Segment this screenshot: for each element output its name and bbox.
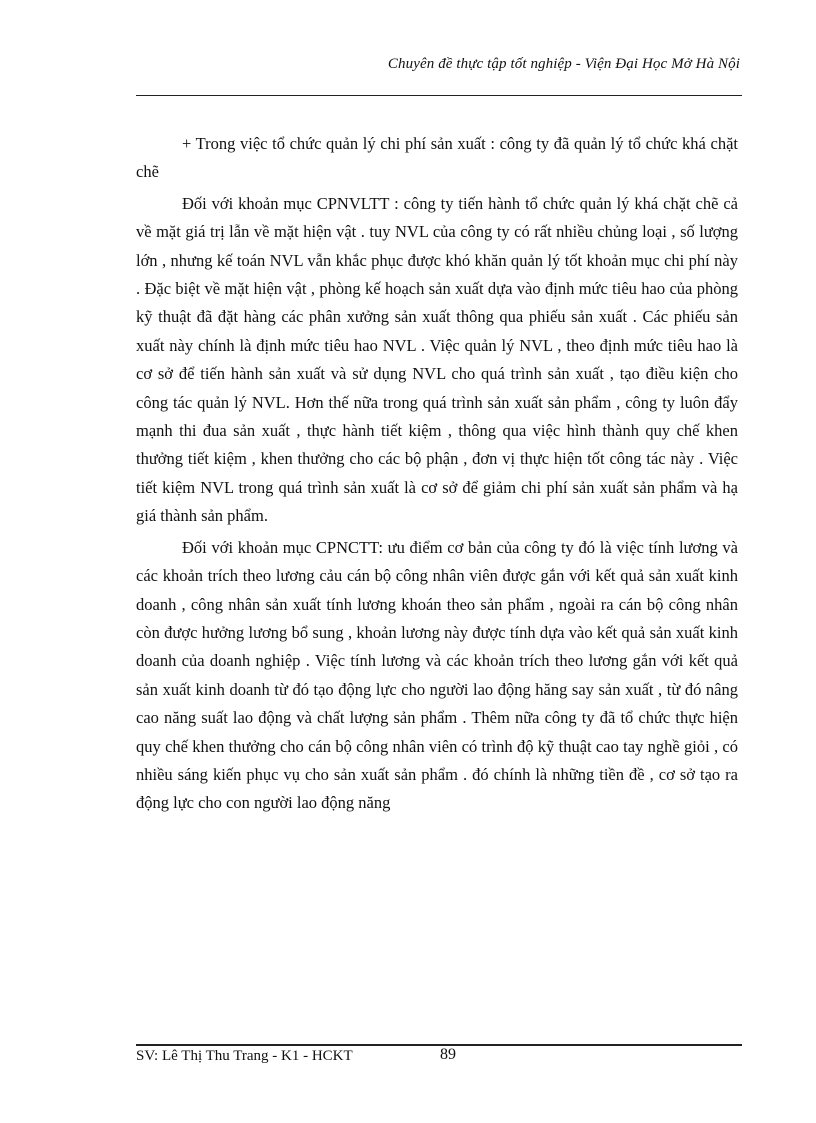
paragraph-cost-management: + Trong việc tổ chức quản lý chi phí sản xuất : công ty đã quản lý tổ chức khá chặt chẽ <box>136 134 738 182</box>
header-title: Chuyên đề thực tập tốt nghiệp - Viện Đại Học Mở Hà Nội <box>387 56 740 72</box>
paragraph-cpnctt: Đối với khoản mục CPNCTT: ưu điểm cơ bản của công ty đó là việc tính lương và các khoản trích theo lương cảu cán bộ công nhân viên được gắn với kết quả sản xuất kinh doanh , công nhân sản xuất tính lương khoán theo sản phẩm , ngoài ra cán bộ công nhân còn được hưởng lương bổ sung , khoản lương này được tính dựa vào kết quả sản xuất kinh doanh của doanh nghiệp . Việc tính lương và các khoản trích theo lương gắn với kết quả sản xuất kinh doanh từ đó tạo động lực cho người lao động hăng say sản xuất , từ đó nâng cao năng suất lao động và chất lượng sản phẩm . Thêm nữa công ty đã tổ chức thực hiện quy chế khen thưởng cho cán bộ công nhân viên có trình độ kỹ thuật cao tay nghề giỏi , có nhiều sáng kiến phục vụ cho sản xuất sản phẩm . đó chính là những tiền đề , cơ sở tạo ra động lực cho con người lao động năng <box>136 537 738 813</box>
footer-rule <box>136 1044 742 1046</box>
body-text <box>136 130 738 818</box>
header-rule <box>136 95 742 96</box>
paragraph-cpnvltt: Đối với khoản mục CPNVLTT : công ty tiến hành tổ chức quản lý khá chặt chẽ cả về mặt giá trị lẫn về mặt hiện vật . tuy NVL của công ty có rất nhiều chủng loại , số lượng lớn , nhưng kế toán NVL vẫn khắc phục được khó khăn quản lý tốt khoản mục chi phí này . Đặc biệt về mặt hiện vật , phòng kế hoạch sản xuất dựa vào định mức tiêu hao của phòng kỹ thuật đã đặt hàng các phân xưởng sản xuất thông qua phiếu sản xuất . Các phiếu sản xuất này chính là định mức tiêu hao NVL . Việc quản lý NVL , theo định mức tiêu hao là cơ sở để tiến hành sản xuất và sử dụng NVL cho quá trình sản xuất , tạo điều kiện cho công tác quản lý NVL. Hơn thế nữa trong quá trình sản xuất sản phẩm , công ty luôn đẩy mạnh thi đua sản xuất , thực hành tiết kiệm , thông qua việc hình thành quy chế khen thưởng tiết kiệm , khen thưởng cho các bộ phận , đơn vị thực hiện tốt công tác này . Việc tiết kiệm NVL trong quá trình sản xuất là cơ sở để giảm chi phí sản xuất sản phẩm và hạ giá thành sản phẩm. <box>136 193 738 526</box>
page-number: 89 <box>440 1046 456 1063</box>
footer-student-info: SV: Lê Thị Thu Trang - K1 - HCKT <box>136 1048 353 1064</box>
